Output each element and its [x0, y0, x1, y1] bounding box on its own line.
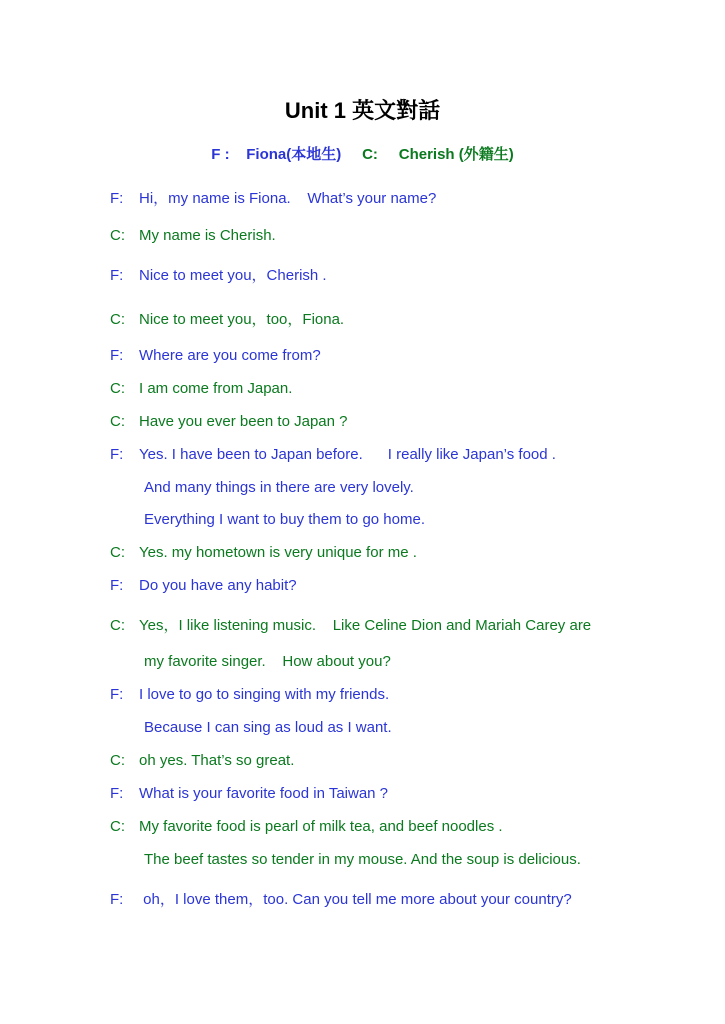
dialogue-continuation [144, 653, 391, 670]
dialogue-continuation [144, 511, 425, 528]
speaker-label: F: [110, 446, 124, 463]
line-text: oh yes. That’s so great. [139, 752, 295, 769]
dialogue-line [110, 614, 591, 635]
speaker-label: F: [110, 785, 124, 802]
speaker-label: F: [110, 686, 124, 703]
speaker-label: F: [110, 891, 124, 908]
line-text: My favorite food is pearl of milk tea, and beef noodles . [139, 818, 503, 835]
line-text: my favorite singer. How about you? [144, 653, 391, 670]
cherish-tag: C: [362, 146, 378, 163]
dialogue-line [110, 888, 572, 909]
page-title: Unit 1 英文對話 [284, 98, 441, 123]
dialogue-line [110, 227, 276, 244]
dialogue-line [110, 413, 347, 430]
speaker-label: C: [110, 413, 125, 430]
line-text: Do you have any habit? [139, 577, 297, 594]
line-text: Yes. I have been to Japan before. I really like Japan’s food . [139, 446, 556, 463]
speaker-label: C: [110, 752, 125, 769]
line-text: Where are you come from? [139, 347, 321, 364]
speaker-label: C: [110, 311, 125, 328]
dialogue-line [110, 347, 321, 364]
line-text: I love to go to singing with my friends. [139, 686, 390, 703]
speaker-label: C: [110, 544, 125, 561]
speaker-label: C: [110, 227, 125, 244]
line-text: Everything I want to buy them to go home. [144, 511, 425, 528]
dialogue-line [110, 752, 294, 769]
dialogue-line [110, 308, 344, 329]
line-text: And many things in there are very lovely. [144, 479, 414, 496]
speaker-legend [0, 143, 725, 164]
dialogue-continuation [144, 851, 581, 868]
speaker-label: F: [110, 577, 124, 594]
dialogue-line [110, 577, 297, 594]
speaker-label: C: [110, 380, 125, 397]
dialogue-line [110, 264, 327, 285]
speaker-label: F: [110, 190, 124, 207]
line-text: Yes. my hometown is very unique for me . [139, 544, 417, 561]
line-text: Nice to meet you，Cherish . [139, 267, 327, 284]
line-text: My name is Cherish. [139, 227, 276, 244]
dialogue-line [110, 686, 389, 703]
speaker-label: F: [110, 267, 124, 284]
dialogue-line [110, 818, 503, 835]
speaker-label: C: [110, 818, 125, 835]
line-text: oh，I love them，too. Can you tell me more about your country? [139, 891, 572, 908]
line-text: The beef tastes so tender in my mouse. And the soup is delicious. [144, 851, 581, 868]
speaker-label: C: [110, 617, 125, 634]
dialogue-line [110, 380, 292, 397]
fiona-tag: F : [211, 146, 230, 163]
cherish-name: Cherish (外籍生) [398, 146, 514, 163]
line-text: I am come from Japan. [139, 380, 293, 397]
line-text: Yes，I like listening music. Like Celine Dion and Mariah Carey are [139, 617, 592, 634]
dialogue-continuation [144, 479, 414, 496]
line-text: Hi，my name is Fiona. What’s your name? [139, 190, 437, 207]
dialogue-line [110, 785, 388, 802]
line-text: Because I can sing as loud as I want. [144, 719, 392, 736]
dialogue-line [110, 544, 417, 561]
line-text: Nice to meet you，too，Fiona. [139, 311, 345, 328]
line-text: What is your favorite food in Taiwan ? [139, 785, 389, 802]
dialogue-continuation [144, 719, 392, 736]
line-text: Have you ever been to Japan ? [139, 413, 348, 430]
dialogue-line [110, 187, 436, 208]
speaker-label: F: [110, 347, 124, 364]
fiona-name: Fiona(本地生) [246, 146, 342, 163]
dialogue-line [110, 446, 556, 463]
